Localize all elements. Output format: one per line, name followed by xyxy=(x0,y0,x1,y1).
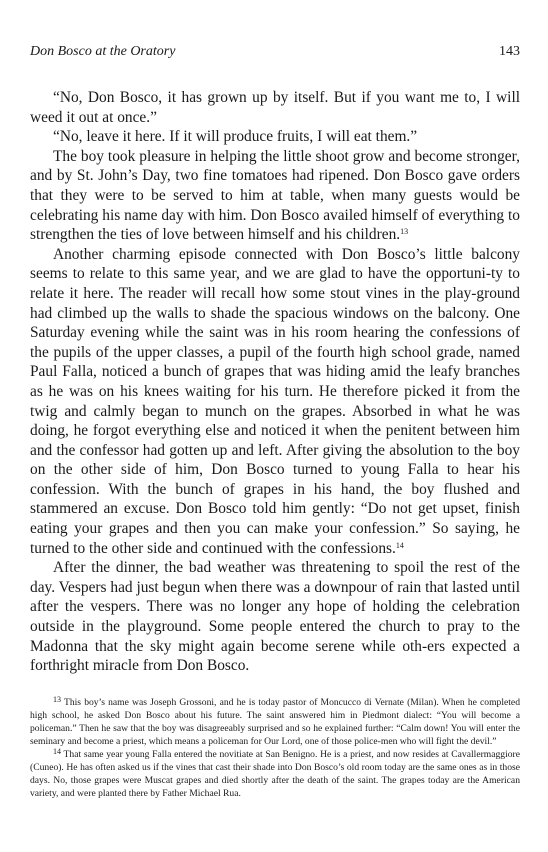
page-number: 143 xyxy=(499,44,520,59)
body-text xyxy=(30,88,520,676)
footnotes xyxy=(30,696,520,800)
book-page xyxy=(30,44,520,800)
footnote: $^{13}$ This boy’s name was Joseph Grossoni, and he is today pastor of Moncucco di Vernate (Milan). When he completed high school, he asked Don Bosco about his future. The saint answered him in Piedmont dialect: “You will become a policeman.” Then he saw that the boy was disagreeably surprised and so he explained further: “Calm down! You will enter the seminary and become a priest, which means a policeman for Our Lord, one of those police-men who will fight the devil.” xyxy=(30,694,520,747)
running-title: Don Bosco at the Oratory xyxy=(30,44,176,59)
page-header xyxy=(30,44,520,66)
footnote-number: 14 xyxy=(53,746,61,756)
footnote: $^{14}$ That same year young Falla entered the novitiate at San Benigno. He is a priest, and now resides at Cavallermaggiore (Cuneo). He has often asked us if the vines that cast their shade into Don Bosco’s old room today are the same ones as in those days. No, those grapes were Muscat grapes and died shortly after the death of the saint. The grapes today are the American variety, and were planted there by Father Michael Rua. xyxy=(30,746,520,799)
paragraph: After the dinner, the bad weather was threatening to spoil the rest of the day. Vespers had just begun when there was a downpour of rain that lasted until after the vespers. There was no longer any hope of holding the celebration outside in the playground. Some people entered the church to pray to the Madonna that the sky might again become serene while oth-ers expected a forthright miracle from Don Bosco. xyxy=(30,559,520,675)
footnote-ref: 13 xyxy=(400,227,409,237)
footnote-ref: 14 xyxy=(395,540,404,550)
paragraph: The boy took pleasure in helping the little shoot grow and become stronger, and by St. John’s Day, two fine tomatoes had ripened. Don Bosco gave orders that they were to be served to him at table, when many guests would be celebrating his name day with him. Don Bosco availed himself of everything to strengthen the ties of love between himself and his children.$^{13}$ xyxy=(30,147,520,244)
paragraph: “No, Don Bosco, it has grown up by itself. But if you want me to, I will weed it out at once.” xyxy=(30,89,520,126)
paragraph: Another charming episode connected with Don Bosco’s little balcony seems to relate to this same year, and we are glad to have the opportuni-ty to relate it here. The reader will recall how some stout vines in the play-ground had climbed up the walls to shade the spacious windows on the balcony. One Saturday evening while the saint was in his room hearing the confessions of the pupils of the upper classes, a pupil of the fourth high school grade, named Paul Falla, noticed a bunch of grapes that was hiding amid the leafy branches as he was on his knees waiting for his turn. He therefore picked it from the twig and calmly began to munch on the grapes. Absorbed in what he was doing, he forgot everything else and noticed it when the penitent between him and the confessor had gotten up and left. After giving the absolution to the boy on the other side of him, Don Bosco turned to young Falla to hear his confession. With the bunch of grapes in his hand, the boy flushed and stammered an excuse. Don Bosco told him gently: “Do not get upset, finish eating your grapes and then you can make your confession.” So saying, he turned to the other side and continued with the confessions.$^{14}$ xyxy=(30,245,520,557)
paragraph: “No, leave it here. If it will produce fruits, I will eat them.” xyxy=(53,128,418,146)
footnote-number: 13 xyxy=(53,694,61,704)
